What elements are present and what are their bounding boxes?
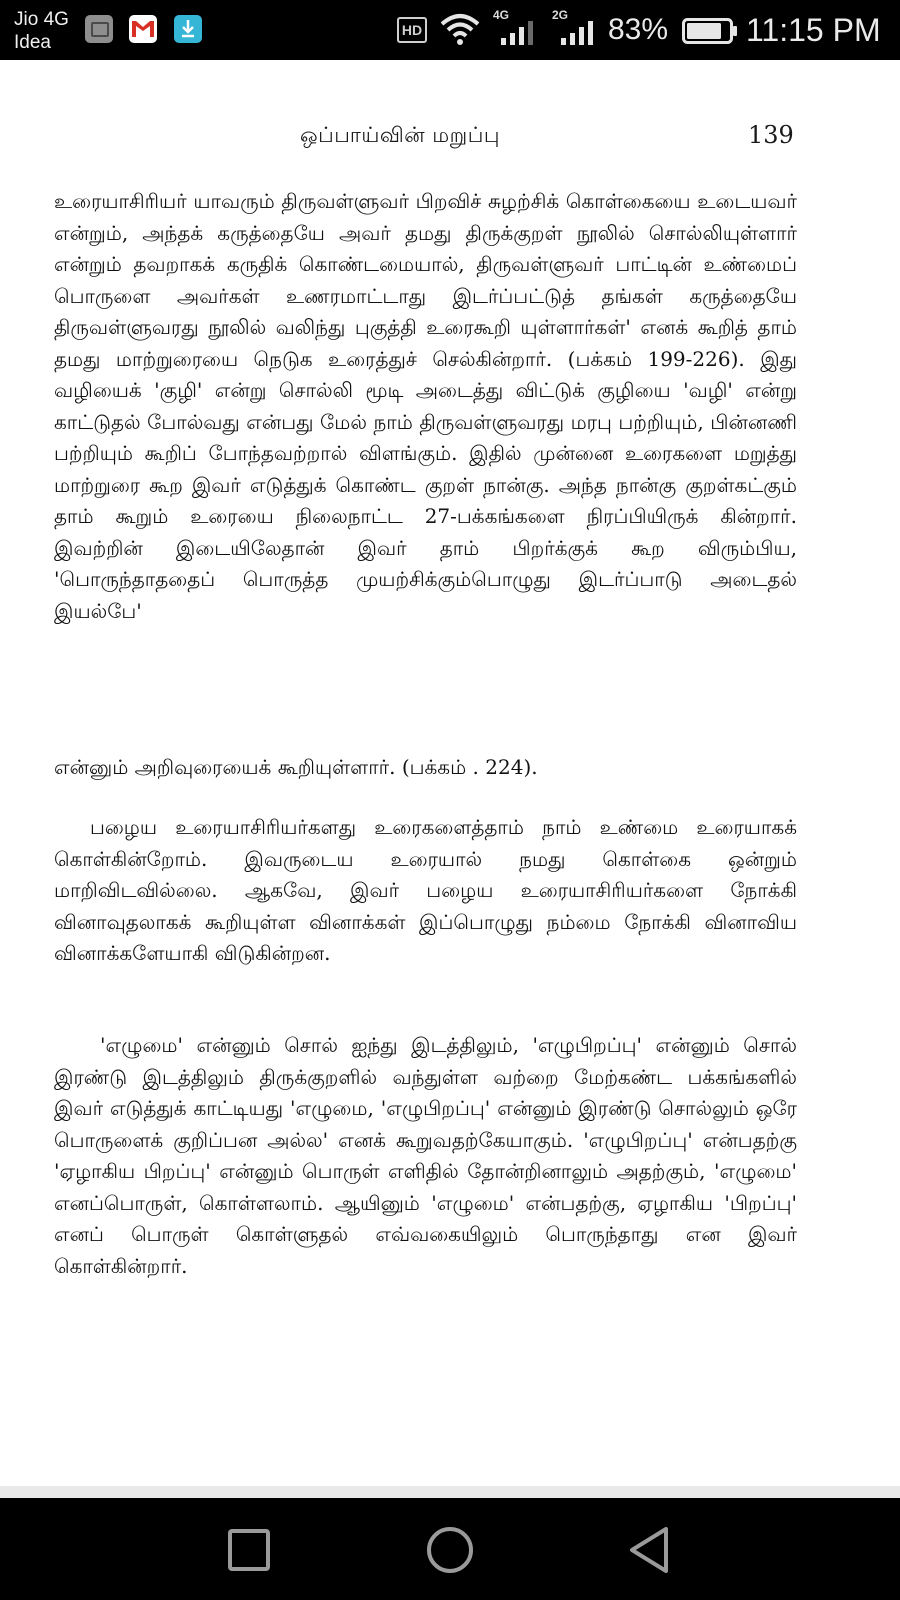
- page-bottom-edge: [0, 1486, 900, 1498]
- download-icon: [174, 15, 202, 43]
- wifi-icon: [440, 12, 480, 46]
- running-title: ஒப்பாய்வின் மறுப்பு: [300, 123, 500, 147]
- network-type-2g: 2G: [552, 8, 569, 22]
- network-type-4g: 4G: [493, 8, 510, 22]
- signal-strength-icon: [500, 20, 536, 46]
- page-number: 139: [748, 121, 794, 149]
- page-header: [0, 123, 900, 153]
- clock: 11:15 PM: [746, 12, 881, 48]
- home-icon: [420, 1520, 480, 1580]
- carrier-line-2: Idea: [14, 32, 51, 53]
- navigation-bar: [0, 1498, 900, 1600]
- carrier-info: [14, 8, 69, 54]
- recents-icon: [219, 1520, 279, 1580]
- paragraph: என்னும் அறிவுரையைக் கூறியுள்ளார். (பக்கம் . 224).: [54, 755, 538, 779]
- paragraph: பழைய உரையாசிரியர்களது உரைகளைத்தாம் நாம் உண்மை உரையாகக் கொள்கின்றோம். இவருடைய உரையால் நமது கொள்கை ஒன்றும் மாறிவிடவில்லை. ஆகவே, இவர் பழைய உரையாசிரியர்களை நோக்கி வினாவுதலாகக் கூறியுள்ள வினாக்கள் இப்பொழுது நம்மை நோக்கி வினாவிய வினாக்களேயாகி விடுகின்றன.: [54, 815, 797, 965]
- carrier-line-1: Jio 4G: [14, 9, 69, 30]
- status-bar: [0, 0, 900, 60]
- home-button[interactable]: [420, 1520, 480, 1580]
- recents-button[interactable]: [219, 1520, 279, 1580]
- hd-voice-badge: HD: [397, 17, 427, 43]
- paragraph: உரையாசிரியர் யாவரும் திருவள்ளுவர் பிறவிச் சுழற்சிக் கொள்கையை உடையவர் என்றும், அந்தக் கருத்தையே அவர் தமது திருக்குறள் நூலில் சொல்லியுள்ளார் என்றும் தவறாகக் கருதிக் கொண்டமையால், திருவள்ளுவர் பாட்டின் உண்மைப் பொருளை அவர்கள் உணரமாட்டாது இடர்ப்பட்டுத் தங்கள் கருத்தையே திருவள்ளுவரது நூலில் வலிந்து புகுத்தி உரைகூறி யுள்ளார்கள்' எனக் கூறித் தாம் தமது மாற்றுரையை நெடுக உரைத்துச் செல்கின்றார். (பக்கம் 199-226). இது வழியைக் 'குழி' என்று சொல்லி மூடி அடைத்து விட்டுக் குழியை 'வழி' என்று காட்டுதல் போல்வது என்பது மேல் நாம் திருவள்ளுவரது மரபு பற்றியும், பின்னணி பற்றியும் கூறிப் போந்தவற்றால் விளங்கும். இதில் முன்னை உரைகளை மறுத்து மாற்றுரை கூற இவர் எடுத்துக் கொண்ட குறள் நான்கு. அந்த நான்கு குறள்கட்கும் தாம் கூறும் உரையை நிலைநாட்ட 27-பக்கங்களை நிரப்பியிருக் கின்றார். இவற்றின் இடையிலேதான் இவர் தாம் பிறர்க்குக் கூற விரும்பிய, 'பொருந்தாததைப் பொருத்த முயற்சிக்கும்பொழுது இடர்ப்பாடு அடைதல் இயல்பே': [54, 189, 798, 623]
- battery-percentage: 83%: [608, 13, 669, 46]
- gmail-icon: [129, 15, 157, 43]
- battery-icon: [682, 18, 738, 44]
- document-page[interactable]: [0, 60, 900, 1485]
- paragraph: 'எழுமை' என்னும் சொல் ஐந்து இடத்திலும், 'எழுபிறப்பு' என்னும் சொல் இரண்டு இடத்திலும் திருக்குறளில் வந்துள்ள வற்றை மேற்கண்ட பக்கங்களில் இவர் எடுத்துக் காட்டியது 'எழுமை, 'எழுபிறப்பு' என்னும் இரண்டு சொல்லும் ஒரே பொருளைக் குறிப்பன அல்ல' எனக் கூறுவதற்கேயாகும். 'எழுபிறப்பு' என்பதற்கு 'ஏழாகிய பிறப்பு' என்னும் பொருள் எளிதில் தோன்றினாலும் அதற்கும், 'எழுமை' எனப்பொருள், கொள்ளலாம். ஆயினும் 'எழுமை' என்பதற்கு, ஏழாகிய 'பிறப்பு' எனப் பொருள் கொள்ளுதல் எவ்வகையிலும் பொருந்தாது என இவர் கொள்கின்றார்.: [54, 1033, 797, 1278]
- back-button[interactable]: [620, 1520, 680, 1580]
- signal-strength-icon: [560, 20, 596, 46]
- photo-icon: [85, 15, 113, 43]
- back-icon: [620, 1520, 680, 1580]
